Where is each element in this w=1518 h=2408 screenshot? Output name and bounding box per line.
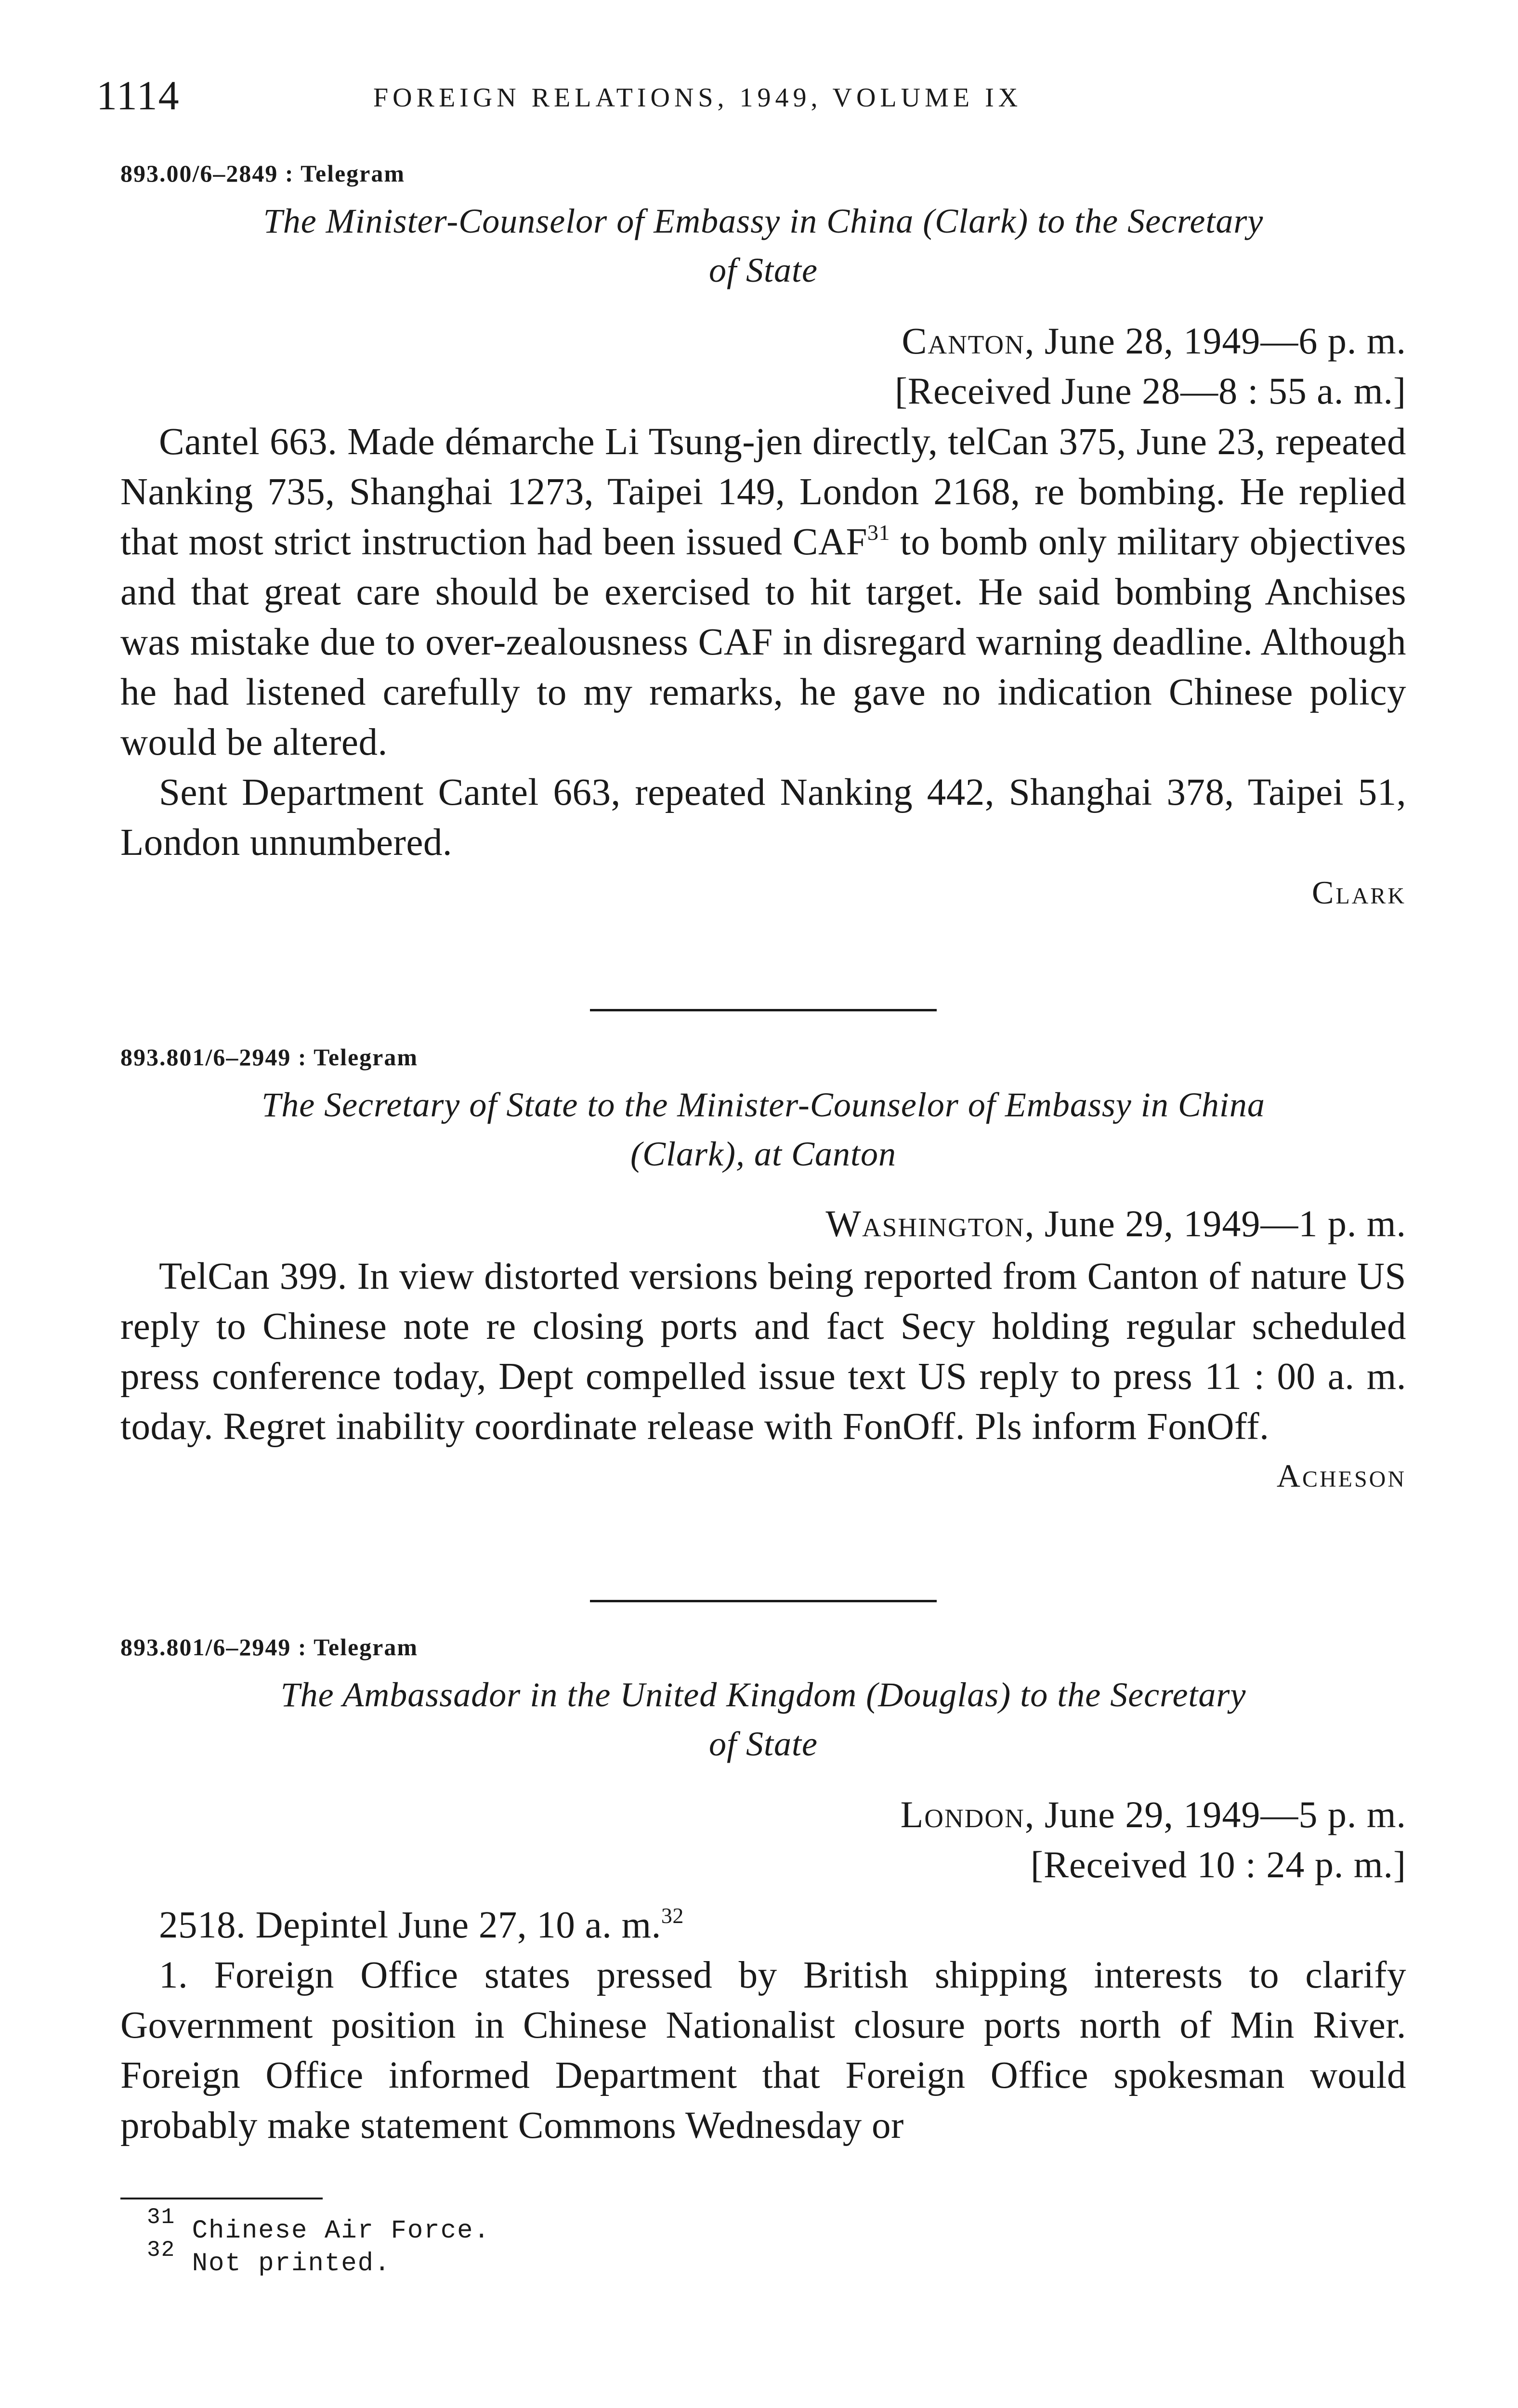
document-3-paragraph-1: 1. Foreign Office states pressed by British shipping interests to clarify Government position in Chinese Nationalist closure ports north of Min River. Foreign Office informed Department that Foreign Office spokesman would probably make statement Commons Wednesday or — [120, 1954, 1406, 2146]
section-divider-2 — [590, 1600, 937, 1602]
document-3-title-line-2: of State — [709, 1725, 818, 1763]
document-3-paragraph-0 — [120, 1900, 1406, 1950]
document-1-paragraph-1-continued: to bomb only military objectives and that great care should be exercised to hit target. He said bombing Anchises was mistake due to over-zealousness CAF in disregard warning deadline. Although he had listened carefully to my remarks, he gave no indication Chinese policy would be altered. — [120, 521, 1406, 763]
footnote-ref-32: 32 — [661, 1903, 684, 1928]
footnote-31 — [147, 2205, 490, 2247]
document-1-date: , June 28, 1949—6 p. m. — [1024, 320, 1406, 362]
footnote-32-marker: 32 — [147, 2238, 176, 2263]
running-title: FOREIGN RELATIONS, 1949, VOLUME IX — [373, 83, 1022, 113]
document-3-date: , June 29, 1949—5 p. m. — [1024, 1793, 1406, 1835]
document-1-dateline — [120, 316, 1406, 366]
document-3-received: [Received 10 : 24 p. m.] — [1031, 1844, 1406, 1885]
document-3 — [120, 1633, 1406, 2151]
footnote-31-marker: 31 — [147, 2205, 176, 2230]
document-1-title-line-2: of State — [709, 251, 818, 289]
document-3-file-id: 893.801/6–2949 : Telegram — [120, 1634, 419, 1661]
footnote-32 — [147, 2238, 391, 2280]
document-1-title-line-1: The Minister-Counselor of Embassy in China (Clark) to the Secretary — [263, 202, 1264, 240]
footnote-32-text: Not printed. — [175, 2249, 391, 2278]
document-2-dateline — [120, 1199, 1406, 1249]
footnote-rule — [120, 2198, 323, 2199]
document-1-place: Canton — [902, 320, 1025, 362]
document-2 — [120, 1043, 1406, 1497]
footnote-31-text: Chinese Air Force. — [175, 2216, 490, 2246]
document-3-place: London — [900, 1793, 1025, 1835]
document-2-date: , June 29, 1949—1 p. m. — [1024, 1203, 1406, 1244]
section-divider-1 — [590, 1009, 937, 1011]
document-3-dateline — [120, 1790, 1406, 1840]
document-1-received: [Received June 28—8 : 55 a. m.] — [894, 370, 1406, 412]
document-3-title-line-1: The Ambassador in the United Kingdom (Douglas) to the Secretary — [280, 1675, 1246, 1714]
page-number: 1114 — [96, 72, 180, 118]
document-1-file-id: 893.00/6–2849 : Telegram — [120, 160, 406, 187]
document-1-paragraph-1-text: Cantel 663. Made démarche Li Tsung-jen directly, telCan 375, June 23, repeated Nanking 735, Shanghai 1273, Taipei 149, London 2168, re bombing. He replied that most strict instruction had been issued CAF — [120, 421, 1406, 563]
document-2-place: Washington — [825, 1203, 1025, 1244]
footnote-ref-31: 31 — [867, 520, 890, 545]
document-2-title-line-2: (Clark), at Canton — [630, 1135, 896, 1173]
document-3-paragraph-0-text: 2518. Depintel June 27, 10 a. m. — [159, 1904, 661, 1946]
document-2-title-line-1: The Secretary of State to the Minister-Counselor of Embassy in China — [262, 1086, 1265, 1124]
document-1-signature: Clark — [1311, 874, 1406, 911]
document-1 — [120, 159, 1406, 914]
document-1-paragraph-2: Sent Department Cantel 663, repeated Nanking 442, Shanghai 378, Taipei 51, London unnumbered. — [120, 772, 1406, 864]
document-2-paragraph-1: TelCan 399. In view distorted versions being reported from Canton of nature US reply to Chinese note re closing ports and fact Secy holding regular scheduled press conference today, Dept compelled issue text US reply to press 11 : 00 a. m. today. Regret inability coordinate release with FonOff. Pls inform FonOff. — [120, 1256, 1406, 1448]
document-2-signature: Acheson — [1276, 1457, 1406, 1494]
running-head — [96, 71, 1406, 124]
document-2-file-id: 893.801/6–2949 : Telegram — [120, 1044, 419, 1071]
document-1-paragraph-1 — [120, 417, 1406, 768]
